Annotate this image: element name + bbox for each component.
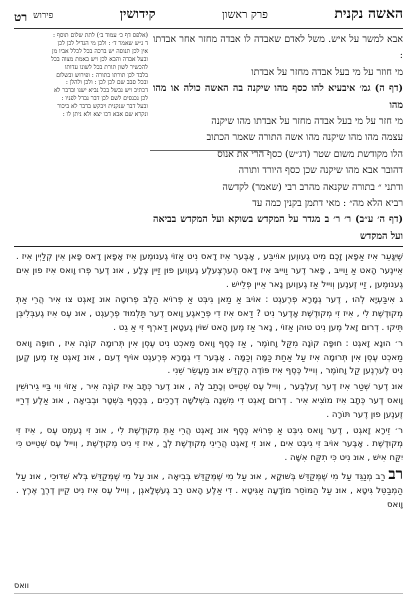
main-text-line: רביא הלא מה״ : מאי דתמן בקנין כמה עד xyxy=(252,198,403,210)
header-chapter: פרק ראשון xyxy=(221,8,268,21)
main-text-line: דהובר אבא מהו שיקנה שכן כסף היורד ותורה xyxy=(238,165,403,177)
side-note-line: ובכל סבב שם לכן לכן : ולכן ולהלן : xyxy=(65,79,148,87)
side-note-line: דכתיב ויש נבשל בכל נביא ישנו ובדבר לא xyxy=(53,87,148,95)
commentary-paragraph: ר׳ הוּנָא זָאגְט : חוּפָּה קוֹנָה מִקַּל וָחוֹמֶר , אַז כֶּסֶף וָואס מַאכְט נִיט עֶסְן אִין תְּרוּמָה קוֹנֶה אִיז , חוּפָּה וָואס מַאכְט עֶסְן אִין תְּרוּמָה אִיז עַל אַחַת כַּמָּה וְכַמָּה . אָבֶּער דִי גְמָרָא פְרֶעגְט אוֹיף דֶעם , אוּנ זָאגְט אַז מֶען קֶען נִיט לֶערְנֶען קַל וָחוֹמֶר , וְוייל כֶּסֶף אִיז פּוֹדֶה הֶקְדֵּשׁ אוּנ מַעֲשֵׂר שֵׁנִי . xyxy=(16,338,403,377)
commentary-paragraph: שֶׁיִּגָּעֵר אִיז אַפָאן זָכֶם מִיט גֶעווֶען אוֹיִיבֵּע , אָבֶּער אִיז דָאס נִיט אַזוֹי גֶענוּמֶען אִיז אָפָאן דָאס פָאן אִין קְלַיְין אִיז . אֵיינֶער הָאט אַ וַוייבּ , פָאר דֶער וַוייבּ אִיז דָאס הֶערְצֶעלֶע גֶעוֶוען פוּן זַיין צֶלָע , אוּנ דֶער פְרוּ וָואס אִיז פוּן אִים גֶענוּמֶען , זַיי זֶענֶען וְוייל אַז גֶעוֶוען נָאר אֵיין פְלֵיישׁ . xyxy=(16,252,403,290)
catchword: וואס xyxy=(14,581,29,590)
main-text-line: (דף ה׳ ע״ב) ר׳ ר׳ ב מגדר על המקדש בשוקא ועל המקדש בביאה ועל המקדש xyxy=(153,214,403,240)
side-note-line: בלבד לכן תורתו בתורה : ופירוש ובשלום xyxy=(56,71,148,79)
folio-number: רט xyxy=(14,10,28,24)
commentary-paragraph-text: רַב מְנַגֵּד עַל מִי שֶׁמְּקַדֵּשׁ בְּשׁוּקָא , אוּנ עַל מִי שֶׁמְּקַדֵּשׁ בְּבִיאָה , אוּנ עַל מִי שֶׁמְּקַדֵּשׁ בְּלֹא שִׁדּוּכֵי , אוּנ עַל הַמְבַטֵּל גִּיטָא , אוּנ עַל הַמּוֹסֵר מוֹדָעָה אַגִּיטָא . דִי אַלֶע הָאט רַב גֶעשְׁלָאגְן , וְוייל עֶס אִיז נִיט קֵיין דֶרֶךְ אֶרֶץ . וָואס xyxy=(16,471,403,510)
lead-word: רב xyxy=(388,464,403,483)
column-rule xyxy=(150,150,269,151)
commentary-paragraph xyxy=(16,464,403,512)
side-note-line: להכשיר לשון תורת בכל לשונו עדותו xyxy=(64,63,148,71)
main-text-line: מי חוזר על מי בעל אבדה מחזר על אבדתו xyxy=(251,66,403,78)
main-text-line: (דף ה) גמ׳ איבעיא להו כסף מהו שיקנה בה האשה כולה או מהו מהו xyxy=(153,83,403,111)
main-text-line: ודתני ״ בתורה שקנאה מהרב רבי (שאמר) לקדשה xyxy=(222,181,403,193)
main-text-line: עצמה מהו מהו שיקנה מהו אשה התורה שאמר הכתוב xyxy=(206,132,403,144)
commentary-paragraph: אוּנ דֶער שְׁטַר אִיז דֶער זֶעלְבֶּער , וְוייל עֶס שְׁטֵייט וְכָתַב לָהּ , אוּנ דֶער כְּתָב אִיז קוֹנֶה אִיר , אַזוֹי וִוי בַּיי גֵירוּשִׁין וָואס דֶער כְּתָב אִיז מוֹצִיא אִיר . דְרוּם זָאגְט דִי מִשְׁנָה בִּשְׁלֹשָׁה דְרָכִים , בְּכֶסֶף בִּשְׁטָר וּבְבִיאָה , אוּנ אַלֶע דְרַיי זֶענֶען פוּן דֶער תּוֹרָה . xyxy=(16,382,403,420)
main-text-line: אבא למשר על איש. משל לאדם שאבדה לו אבדה מחזר אחר אבדתו : xyxy=(153,34,403,62)
header-title: האשה נקנית xyxy=(334,6,403,22)
upper-section xyxy=(14,32,403,240)
folio-label: פירוש xyxy=(33,11,54,21)
section-divider xyxy=(14,246,403,247)
main-text-line: מי חזר על מי בעל אבדה מחזר על אבדתו מהו שיקנה xyxy=(211,116,403,128)
side-notes-column xyxy=(14,32,148,152)
side-note-line: ובעל אבדה והבא לכן ויש באמת מצוה בכל xyxy=(51,55,148,63)
commentary-paragraph: ג אִיבַּעְיָא לְהוּ , דֶער גְמָרָא פְרֶעגְט : אוֹיבּ אַ מַאן גִיבְּט אַ פְרוֹיא הַלְבּ פְרוּטָה אוּנ זָאגְט צוּ אִיר הֲרֵי אַתְּ מְקוּדֶשֶׁת לִי , אִיז זִי מְקוּדֶשֶׁת אָדֶער נִיט ? דַאס אִיז דִי פְרַאגֶע וָואס דֶער תַּלְמוּד פְרֶעגְט , אוּנ עֶס אִיז גֶעבְּלִיבְּן תֵּיקוּ . דְרוּם זָאל מֶען נִיט טוּהן אַזוֹי , נָאר אַז מֶען הָאט שׁוֹין גֶעטָאן דַארְף זִי אַ גֵט . xyxy=(16,295,403,333)
commentary-block xyxy=(14,251,403,581)
commentary-paragraph: ר׳ זֵירָא זָאגְט , דֶער וָואס גִיבְּט אַ פְרוֹיא כֶּסֶף אוּנ זָאגְט הֲרֵי אַתְּ מְקוּדֶשֶׁת לִי , אוּנ זִי נֶעמְט עֶס , אִיז זִי מְקוּדֶשֶׁת . אָבֶּער אוֹיבּ זִי גִיבְּט אִים , אוּנ זִי זָאגְט הֲרֵינִי מְקוּדֶשֶׁת לְךָ , אִיז זִי נִיט מְקוּדֶשֶׁת , וְוייל עֶס שְׁטֵייט כִּי יִקַּח אִישׁ , אוּנ נִיט כִּי תִקַּח אִשָּׁה . xyxy=(16,425,403,464)
main-text-column xyxy=(153,32,403,240)
running-header xyxy=(14,6,403,29)
header-folio xyxy=(14,10,53,25)
side-note-line: (אלפס דף כ׳ עמוד ב׳) לתת שלום תוסף : xyxy=(52,32,148,39)
side-note-line: אין לכן תנוסה יש ברכה בכל לכלל אביו מן xyxy=(52,47,148,55)
side-note-line: לכן נכנסים לשם לכן דבר נבדל לפניו : xyxy=(61,95,148,103)
main-text-line: הלו מקודשת משום שטר (דג״ש) כסף הרי את אנוס xyxy=(217,148,403,160)
header-tractate: קידושין xyxy=(119,7,156,22)
side-note-line: ונקרא שם אבא דכו יצא ולא ניתן לו : xyxy=(62,111,148,119)
page-bottom-rule xyxy=(14,593,403,594)
side-note-line: ובעל דבר שנקנית ויבקש בדבר לא ביכור xyxy=(57,103,148,111)
side-note-line: ד ג״ש שאמר ד׳ : ולכן מי הגדיל לכן לכן xyxy=(57,39,148,47)
